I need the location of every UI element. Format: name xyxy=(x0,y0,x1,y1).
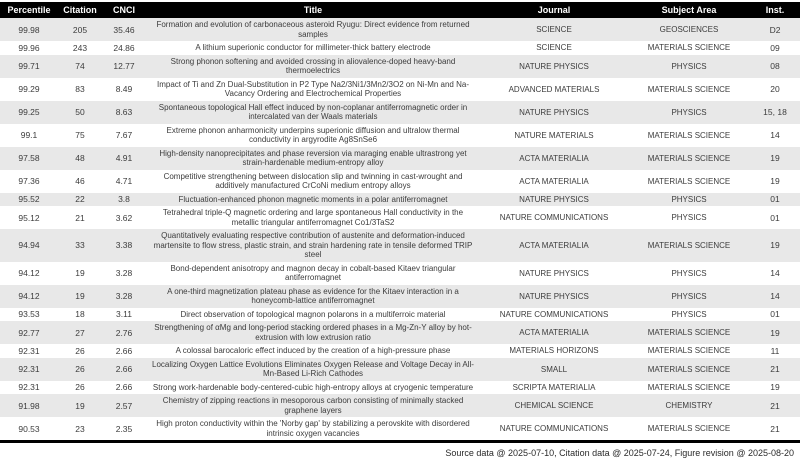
cell-inst: D2 xyxy=(769,24,781,35)
cell-percentile: 90.53 xyxy=(18,423,40,434)
cell-inst: 20 xyxy=(770,84,780,94)
cell-cnci: 2.76 xyxy=(115,327,133,338)
cell-inst: 19 xyxy=(770,153,780,163)
cell-citation: 18 xyxy=(75,309,85,320)
cell-inst: 19 xyxy=(770,382,780,393)
cell-inst: 19 xyxy=(770,240,780,251)
table-header-row xyxy=(0,2,800,18)
cell-journal: NATURE PHYSICS xyxy=(519,107,589,117)
table-row xyxy=(0,344,800,358)
table-body xyxy=(0,18,800,440)
cell-percentile: 94.12 xyxy=(18,291,40,301)
cell-citation: 26 xyxy=(75,364,85,374)
cell-journal: SCRIPTA MATERIALIA xyxy=(512,382,596,392)
cell-citation: 21 xyxy=(75,212,85,223)
cell-citation: 19 xyxy=(75,400,85,411)
cell-title: Fluctuation-enhanced phonon magnetic moments in a polar antiferromagnet xyxy=(178,194,448,204)
cell-citation: 22 xyxy=(75,194,85,205)
column-header-citation: Citation xyxy=(63,5,97,15)
cell-title: A lithium superionic conductor for millimeter-thick battery electrode xyxy=(195,43,431,52)
cell-title: Spontaneous topological Hall effect induced by non-coplanar antiferromagnetic order in intercalated van der Waals materials xyxy=(158,102,468,121)
table-row xyxy=(0,18,800,41)
table-row xyxy=(0,321,800,344)
cell-journal: ACTA MATERIALIA xyxy=(519,328,589,337)
table-row xyxy=(0,358,800,381)
cell-subject-area: MATERIALS SCIENCE xyxy=(647,176,731,186)
cell-citation: 83 xyxy=(75,84,85,94)
cell-citation: 50 xyxy=(75,107,85,117)
cell-percentile: 94.12 xyxy=(18,268,40,278)
cell-percentile: 91.98 xyxy=(18,400,40,411)
cell-title: Tetrahedral triple-Q magnetic ordering and large spontaneous Hall conductivity in the metallic triangular antiferromagnet Co1/3TaS2 xyxy=(162,208,464,227)
cell-cnci: 3.11 xyxy=(116,309,132,320)
cell-cnci: 35.46 xyxy=(113,24,135,35)
cell-subject-area: PHYSICS xyxy=(671,107,707,117)
cell-journal: CHEMICAL SCIENCE xyxy=(514,401,594,410)
cell-cnci: 2.35 xyxy=(115,423,133,434)
cell-title: Strong phonon softening and avoided crossing in aliovalence-doped heavy-band thermoelectrics xyxy=(170,56,456,75)
cell-journal: NATURE COMMUNICATIONS xyxy=(499,309,609,319)
cell-inst: 19 xyxy=(770,176,780,186)
cell-inst: 08 xyxy=(770,61,780,71)
cell-citation: 26 xyxy=(75,382,85,393)
table-row xyxy=(0,101,800,124)
table-row xyxy=(0,229,800,262)
cell-cnci: 3.28 xyxy=(115,268,133,278)
cell-percentile: 92.77 xyxy=(18,327,40,338)
column-header-subject-area: Subject Area xyxy=(661,5,717,15)
cell-subject-area: MATERIALS SCIENCE xyxy=(647,328,731,337)
cell-inst: 21 xyxy=(770,364,780,374)
cell-title: Extreme phonon anharmonicity underpins superionic diffusion and ultralow thermal conductivity in argyrodite Ag8SnSe6 xyxy=(166,125,460,144)
cell-inst: 01 xyxy=(770,309,780,320)
cell-title: Localizing Oxygen Lattice Evolutions Eliminates Oxygen Release and Voltage Decay in All-Mn-Based Li-Rich Cathodes xyxy=(152,359,474,378)
cell-cnci: 8.63 xyxy=(115,107,133,117)
cell-citation: 23 xyxy=(75,423,85,434)
cell-cnci: 3.62 xyxy=(115,212,133,223)
cell-title: Strengthening of αMg and long-period stacking ordered phases in a Mg-Zn-Y alloy by hot-extrusion with low extrusion ratio xyxy=(154,323,472,342)
cell-subject-area: MATERIALS SCIENCE xyxy=(647,43,731,53)
cell-citation: 27 xyxy=(75,327,85,338)
cell-citation: 48 xyxy=(75,153,85,163)
cell-title: Strong work-hardenable body-centered-cubic high-entropy alloys at cryogenic temperature xyxy=(152,382,474,392)
cell-cnci: 3.38 xyxy=(115,240,133,251)
cell-subject-area: MATERIALS SCIENCE xyxy=(647,240,731,250)
cell-subject-area: GEOSCIENCES xyxy=(659,25,719,34)
cell-inst: 19 xyxy=(770,327,780,338)
cell-journal: NATURE MATERIALS xyxy=(514,130,594,140)
cell-journal: SCIENCE xyxy=(536,25,572,34)
table-row xyxy=(0,262,800,285)
cell-percentile: 92.31 xyxy=(18,364,40,374)
cell-journal: NATURE PHYSICS xyxy=(519,291,589,301)
cell-percentile: 97.36 xyxy=(18,176,40,186)
table-row xyxy=(0,381,800,395)
cell-cnci: 12.77 xyxy=(113,61,135,71)
cell-cnci: 3.8 xyxy=(118,194,130,205)
cell-subject-area: PHYSICS xyxy=(671,309,707,319)
cell-title: Quantitatively evaluating respective contribution of austenite and deformation-induced martensite to flow stress, plastic strain, and strain hardening rate in tensile deformed TRIP steel xyxy=(153,231,473,259)
table-row xyxy=(0,285,800,308)
table-row xyxy=(0,394,800,417)
cell-title: A colossal barocaloric effect induced by the creation of a high-pressure phase xyxy=(175,346,451,355)
column-header-cnci: CNCI xyxy=(113,5,135,15)
cell-citation: 33 xyxy=(75,240,85,251)
cell-title: Bond-dependent anisotropy and magnon decay in cobalt-based Kitaev triangular antiferromagnet xyxy=(170,263,456,282)
cell-journal: NATURE PHYSICS xyxy=(519,61,589,71)
table-row xyxy=(0,206,800,229)
cell-title: Direct observation of topological magnon polarons in a multiferroic material xyxy=(180,309,446,319)
cell-journal: NATURE COMMUNICATIONS xyxy=(499,424,609,433)
cell-journal: SMALL xyxy=(540,364,568,374)
cell-journal: SCIENCE xyxy=(536,43,572,53)
cell-subject-area: MATERIALS SCIENCE xyxy=(647,153,731,163)
cell-journal: ACTA MATERIALIA xyxy=(519,240,589,250)
cell-journal: NATURE PHYSICS xyxy=(519,194,589,204)
cell-inst: 14 xyxy=(770,130,780,140)
cell-subject-area: PHYSICS xyxy=(671,268,707,278)
cell-percentile: 99.29 xyxy=(18,84,40,94)
table-row xyxy=(0,55,800,78)
cell-citation: 46 xyxy=(75,176,85,186)
cell-cnci: 2.66 xyxy=(115,382,133,393)
cell-percentile: 99.98 xyxy=(18,24,40,35)
cell-inst: 21 xyxy=(770,423,780,434)
cell-percentile: 95.12 xyxy=(18,212,40,223)
column-header-inst: Inst. xyxy=(765,5,785,15)
cell-subject-area: CHEMISTRY xyxy=(665,401,713,410)
cell-cnci: 3.28 xyxy=(115,291,133,301)
cell-journal: ACTA MATERIALIA xyxy=(519,153,589,163)
cell-subject-area: PHYSICS xyxy=(671,291,707,301)
table-row xyxy=(0,41,800,55)
cell-inst: 01 xyxy=(770,194,780,205)
source-note: Source data @ 2025-07-10, Citation data @ 2025-07-24, Figure revision @ 2025-08-20 xyxy=(445,448,794,458)
table-row xyxy=(0,417,800,440)
cell-percentile: 99.96 xyxy=(18,42,40,53)
cell-cnci: 2.66 xyxy=(115,364,133,374)
cell-percentile: 99.1 xyxy=(20,130,38,140)
cell-subject-area: PHYSICS xyxy=(671,61,707,71)
cell-percentile: 92.31 xyxy=(18,382,40,393)
cell-inst: 14 xyxy=(770,268,780,278)
cell-citation: 19 xyxy=(75,268,85,278)
cell-cnci: 2.66 xyxy=(115,345,133,356)
cell-subject-area: PHYSICS xyxy=(671,194,707,204)
cell-cnci: 7.67 xyxy=(115,130,133,140)
table-row xyxy=(0,78,800,101)
cell-journal: NATURE COMMUNICATIONS xyxy=(499,213,609,222)
table-row xyxy=(0,193,800,207)
table-row xyxy=(0,308,800,322)
cell-subject-area: PHYSICS xyxy=(671,213,707,222)
cell-citation: 75 xyxy=(75,130,85,140)
cell-subject-area: MATERIALS SCIENCE xyxy=(647,130,731,140)
cell-title: Competitive strengthening between dislocation slip and twinning in cast-wrought and additively manufactured CrCoNi medium entropy alloys xyxy=(163,171,463,190)
cell-subject-area: MATERIALS SCIENCE xyxy=(647,364,731,374)
cell-title: Formation and evolution of carbonaceous asteroid Ryugu: Direct evidence from returned samples xyxy=(156,20,470,39)
cell-title: Chemistry of zipping reactions in mesoporous carbon consisting of minimally stacked graphene layers xyxy=(162,396,464,415)
cell-citation: 205 xyxy=(72,24,88,35)
cell-percentile: 99.71 xyxy=(18,61,40,71)
cell-cnci: 4.71 xyxy=(115,176,133,186)
cell-citation: 19 xyxy=(75,291,85,301)
cell-cnci: 2.57 xyxy=(115,400,133,411)
cell-title: A one-third magnetization plateau phase as evidence for the Kitaev interaction in a honeycomb-lattice antiferromagnet xyxy=(167,286,459,305)
column-header-title: Title xyxy=(303,5,323,15)
cell-inst: 21 xyxy=(770,400,780,411)
cell-subject-area: MATERIALS SCIENCE xyxy=(647,382,731,392)
column-header-percentile: Percentile xyxy=(7,5,51,15)
cell-inst: 15, 18 xyxy=(763,107,787,117)
cell-percentile: 95.52 xyxy=(18,194,40,205)
table-row xyxy=(0,124,800,147)
cell-percentile: 93.53 xyxy=(18,309,40,320)
cell-journal: MATERIALS HORIZONS xyxy=(509,346,599,356)
cell-cnci: 8.49 xyxy=(115,84,133,94)
cell-subject-area: MATERIALS SCIENCE xyxy=(647,424,731,433)
cell-citation: 26 xyxy=(75,345,85,356)
cell-citation: 243 xyxy=(72,42,88,53)
cell-percentile: 99.25 xyxy=(18,107,40,117)
cell-inst: 09 xyxy=(770,42,780,53)
cell-journal: NATURE PHYSICS xyxy=(519,268,589,278)
table-row xyxy=(0,170,800,193)
cell-percentile: 92.31 xyxy=(18,345,40,356)
cell-cnci: 24.86 xyxy=(113,42,135,53)
column-header-journal: Journal xyxy=(537,5,571,15)
cell-percentile: 94.94 xyxy=(18,240,40,251)
cell-inst: 14 xyxy=(770,291,780,301)
cell-percentile: 97.58 xyxy=(18,153,40,163)
cell-citation: 74 xyxy=(75,61,85,71)
cell-subject-area: MATERIALS SCIENCE xyxy=(647,84,731,94)
cell-title: High proton conductivity within the 'Norby gap' by stabilizing a perovskite with disordered intrinsic oxygen vacancies xyxy=(156,419,470,438)
cell-journal: ADVANCED MATERIALS xyxy=(508,84,600,94)
table-row xyxy=(0,147,800,170)
cell-title: Impact of Ti and Zn Dual-Substitution in P2 Type Na2/3Ni1/3Mn2/3O2 on Ni-Mn and Na-Vacancy Ordering and Electrochemical Properties xyxy=(156,79,469,98)
cell-journal: ACTA MATERIALIA xyxy=(519,176,589,186)
cell-cnci: 4.91 xyxy=(115,153,133,163)
cell-subject-area: MATERIALS SCIENCE xyxy=(647,346,731,356)
cell-inst: 01 xyxy=(770,212,780,223)
cell-inst: 11 xyxy=(770,345,780,356)
cell-title: High-density nanoprecipitates and phase reversion via maraging enable ultrastrong yet strain-hardenable medium-entropy alloy xyxy=(159,148,467,167)
